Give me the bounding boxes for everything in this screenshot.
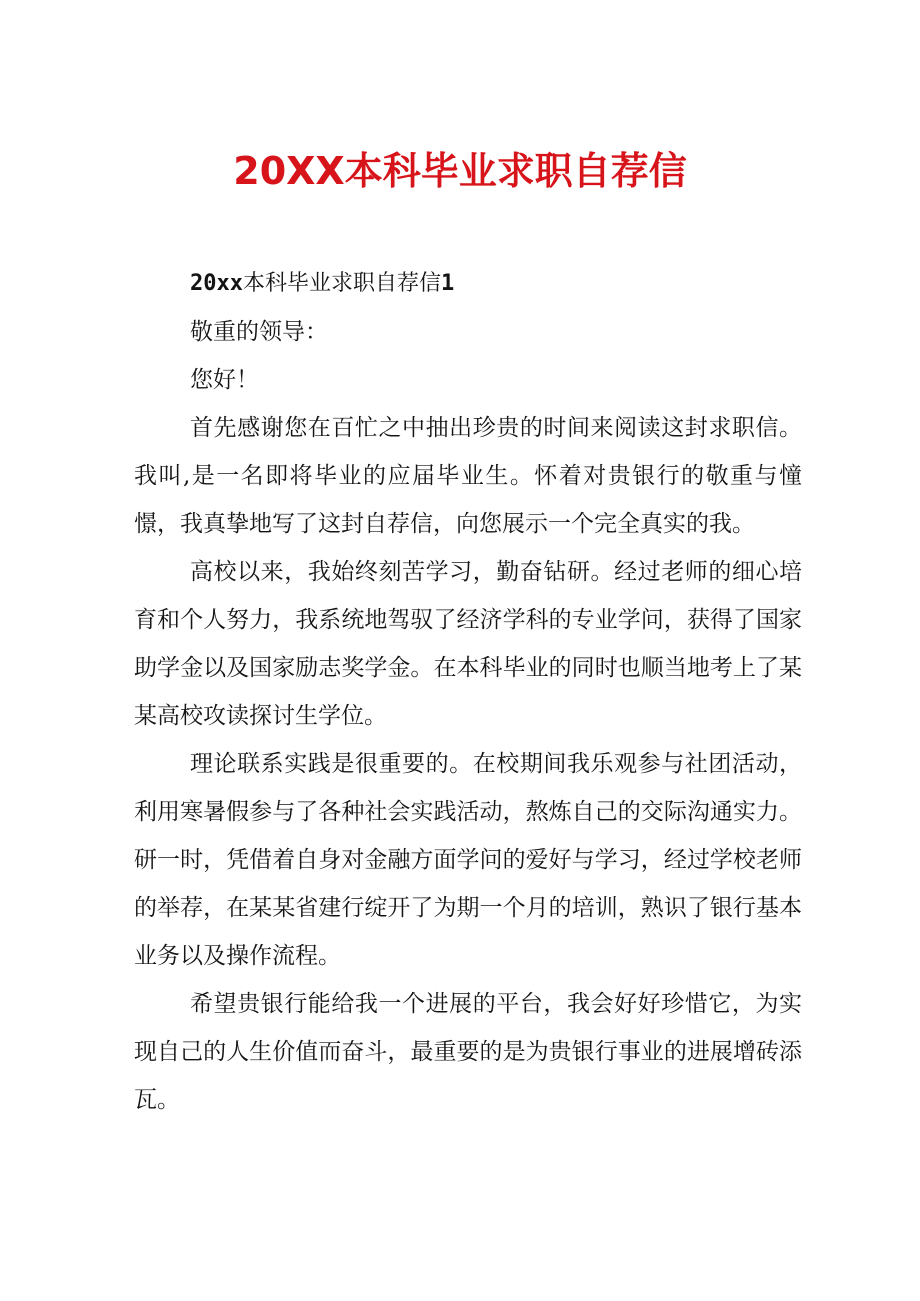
- paragraph-study: 高校以来，我始终刻苦学习，勤奋钻研。经过老师的细心培育和个人努力，我系统地驾驭了经济学科的专业学问，获得了国家助学金以及国家励志奖学金。在本科毕业的同时也顺当地考上了某某高校攻读探讨生学位。: [134, 559, 802, 729]
- paragraph-intro: 首先感谢您在百忙之中抽出珍贵的时间来阅读这封求职信。我叫,是一名即将毕业的应届毕业生。怀着对贵银行的敬重与憧憬，我真挚地写了这封自荐信，向您展示一个完全真实的我。: [134, 415, 802, 537]
- paragraph-practice: 理论联系实践是很重要的。在校期间我乐观参与社团活动，利用寒暑假参与了各种社会实践活动，熬炼自己的交际沟通实力。研一时，凭借着自身对金融方面学问的爱好与学习，经过学校老师的举荐，在某某省建行绽开了为期一个月的培训，熟识了银行基本业务以及操作流程。: [134, 751, 802, 969]
- salutation: 敬重的领导：: [190, 319, 328, 345]
- greeting: 您好！: [190, 367, 259, 393]
- paragraph-closing: 希望贵银行能给我一个进展的平台，我会好好珍惜它，为实现自己的人生价值而奋斗，最重要的是为贵银行事业的进展增砖添瓦。: [134, 991, 802, 1113]
- document-title: 20XX本科毕业求职自荐信: [233, 149, 687, 193]
- letter-subheading: [134, 260, 802, 308]
- subheading-suffix: 1: [441, 271, 455, 296]
- subheading-prefix: 20xx: [190, 271, 243, 296]
- document-body: [134, 260, 802, 1124]
- subheading-text: 本科毕业求职自荐信: [242, 271, 441, 296]
